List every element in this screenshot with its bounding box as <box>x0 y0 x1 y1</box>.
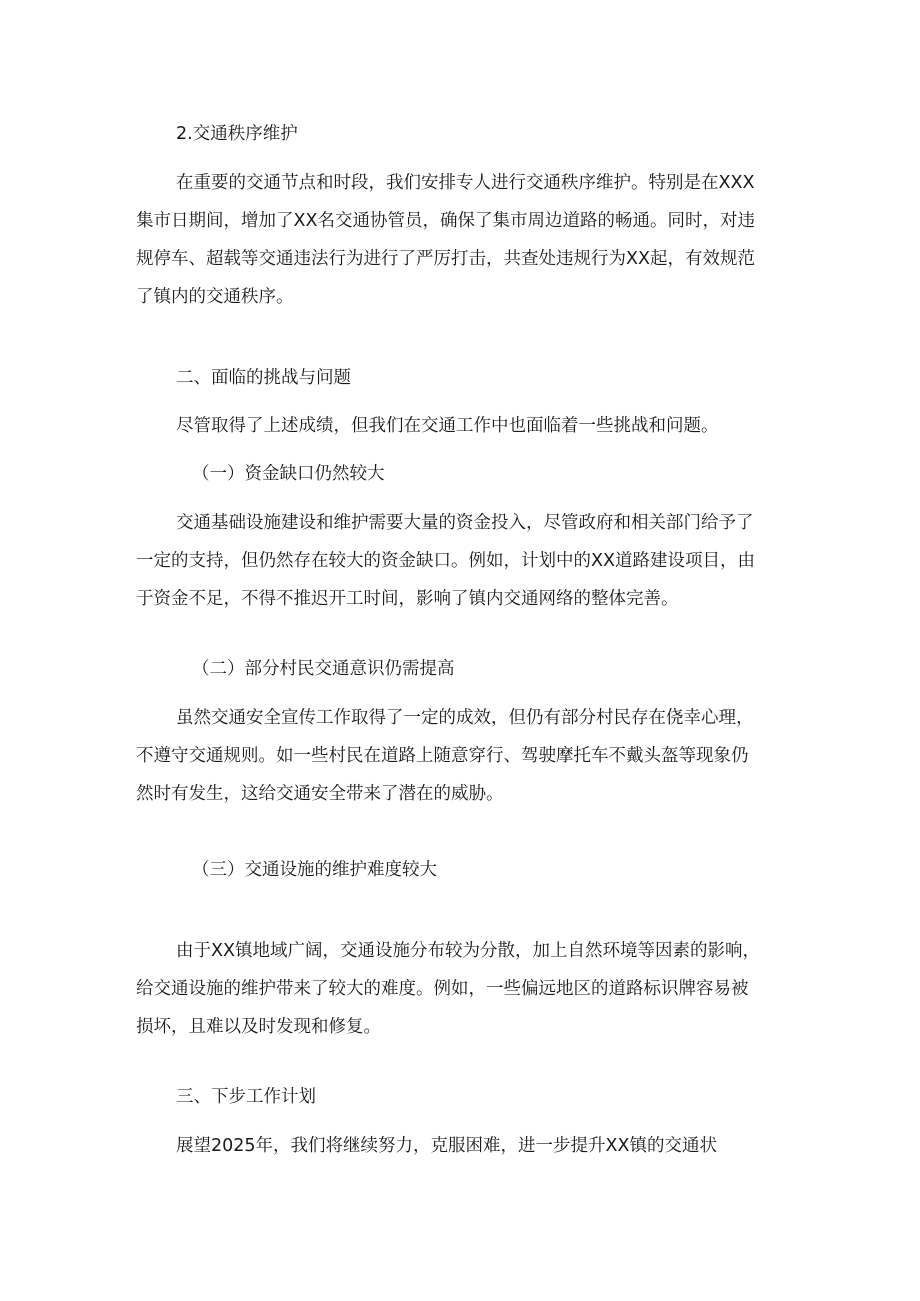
subsection-3-body <box>136 932 796 1046</box>
section-title-text: 三、下步工作计划 <box>176 1087 316 1107</box>
section-2-intro <box>176 407 766 445</box>
section-3-title <box>176 1078 766 1116</box>
paragraph-line: 一定的支持，但仍然存在较大的资金缺口。例如，计划中的XX道路建设项目，由 <box>136 551 755 571</box>
subsection-1-body <box>136 504 796 618</box>
heading-traffic-order <box>176 115 766 153</box>
subsection-3-title <box>192 851 782 889</box>
paragraph-line: 交通基础设施建设和维护需要大量的资金投入，尽管政府和相关部门给予了 <box>176 513 754 533</box>
paragraph-line: 虽然交通安全宣传工作取得了一定的成效，但仍有部分村民存在侥幸心理， <box>176 708 754 728</box>
subsection-title-text: （三）交通设施的维护难度较大 <box>192 860 437 880</box>
subsection-2-title <box>192 650 782 688</box>
subsection-1-title <box>192 455 782 493</box>
section-2-title <box>176 359 766 397</box>
paragraph-line: 给交通设施的维护带来了较大的难度。例如，一些偏远地区的道路标识牌容易被 <box>136 979 749 999</box>
paragraph-line: 在重要的交通节点和时段，我们安排专人进行交通秩序维护。特别是在XXX <box>176 173 755 193</box>
subsection-2-body <box>136 699 796 813</box>
section-title-text: 二、面临的挑战与问题 <box>176 368 351 388</box>
paragraph-line: 尽管取得了上述成绩，但我们在交通工作中也面临着一些挑战和问题。 <box>176 416 719 436</box>
paragraph-line: 了镇内的交通秩序。 <box>136 287 294 307</box>
paragraph-line: 不遵守交通规则。如一些村民在道路上随意穿行、驾驶摩托车不戴头盔等现象仍 <box>136 746 749 766</box>
section-3-intro <box>176 1127 766 1165</box>
subsection-title-text: （二）部分村民交通意识仍需提高 <box>192 659 455 679</box>
subsection-title-text: （一）资金缺口仍然较大 <box>192 464 385 484</box>
heading-text: 2.交通秩序维护 <box>176 124 298 144</box>
paragraph-line: 于资金不足，不得不推迟开工时间，影响了镇内交通网络的整体完善。 <box>136 589 679 609</box>
paragraph-line: 由于XX镇地域广阔，交通设施分布较为分散，加上自然环境等因素的影响， <box>176 941 760 961</box>
paragraph-line: 损坏，且难以及时发现和修复。 <box>136 1017 381 1037</box>
paragraph-line: 展望2025年，我们将继续努力，克服困难，进一步提升XX镇的交通状 <box>176 1136 718 1156</box>
paragraph-line: 集市日期间，增加了XX名交通协管员，确保了集市周边道路的畅通。同时，对违 <box>136 211 755 231</box>
paragraph-line: 规停车、超载等交通违法行为进行了严厉打击，共查处违规行为XX起，有效规范 <box>136 249 755 269</box>
paragraph-line: 然时有发生，这给交通安全带来了潜在的威胁。 <box>136 784 504 804</box>
paragraph-traffic-order <box>136 164 796 316</box>
